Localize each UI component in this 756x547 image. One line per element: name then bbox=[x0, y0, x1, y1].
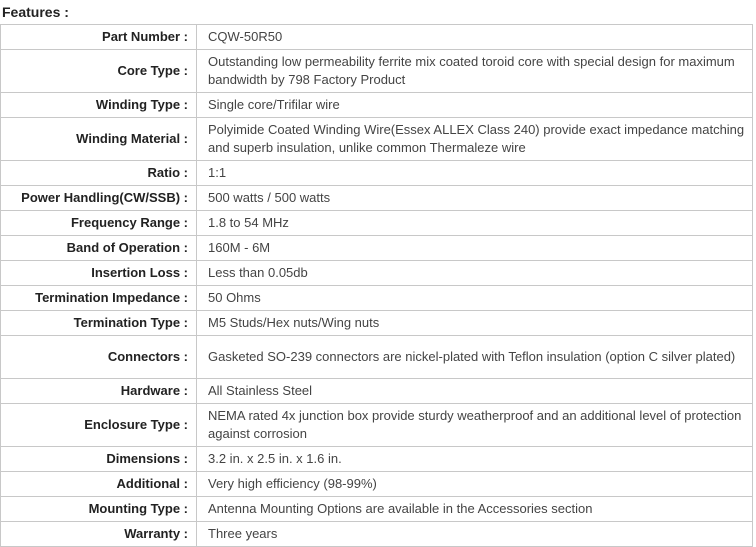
spec-row bbox=[1, 286, 753, 311]
spec-row bbox=[1, 404, 753, 447]
spec-value: Very high efficiency (98-99%) bbox=[197, 472, 753, 497]
spec-label: Winding Material : bbox=[1, 118, 197, 161]
features-table-body bbox=[1, 25, 753, 547]
spec-row bbox=[1, 497, 753, 522]
features-table bbox=[0, 24, 753, 547]
spec-value: Less than 0.05db bbox=[197, 261, 753, 286]
spec-row bbox=[1, 25, 753, 50]
spec-label: Termination Type : bbox=[1, 311, 197, 336]
spec-row bbox=[1, 186, 753, 211]
spec-row bbox=[1, 379, 753, 404]
spec-label: Band of Operation : bbox=[1, 236, 197, 261]
spec-value: Three years bbox=[197, 522, 753, 547]
spec-row bbox=[1, 236, 753, 261]
spec-label: Connectors : bbox=[1, 336, 197, 379]
spec-row bbox=[1, 93, 753, 118]
spec-value: Outstanding low permeability ferrite mix coated toroid core with special design for maximum bandwidth by 798 Factory Product bbox=[197, 50, 753, 93]
spec-label: Frequency Range : bbox=[1, 211, 197, 236]
spec-row bbox=[1, 161, 753, 186]
spec-label: Part Number : bbox=[1, 25, 197, 50]
spec-value: 1.8 to 54 MHz bbox=[197, 211, 753, 236]
spec-label: Core Type : bbox=[1, 50, 197, 93]
spec-row bbox=[1, 522, 753, 547]
spec-label: Mounting Type : bbox=[1, 497, 197, 522]
spec-value: All Stainless Steel bbox=[197, 379, 753, 404]
spec-value: Polyimide Coated Winding Wire(Essex ALLEX Class 240) provide exact impedance matching and superb insulation, unlike common Thermaleze wire bbox=[197, 118, 753, 161]
spec-label: Winding Type : bbox=[1, 93, 197, 118]
features-heading: Features : bbox=[2, 4, 69, 20]
spec-value: Gasketed SO-239 connectors are nickel-plated with Teflon insulation (option C silver plated) bbox=[197, 336, 753, 379]
spec-row bbox=[1, 118, 753, 161]
spec-value: Antenna Mounting Options are available in the Accessories section bbox=[197, 497, 753, 522]
spec-label: Warranty : bbox=[1, 522, 197, 547]
spec-label: Termination Impedance : bbox=[1, 286, 197, 311]
spec-row bbox=[1, 211, 753, 236]
spec-value: NEMA rated 4x junction box provide sturdy weatherproof and an additional level of protection against corrosion bbox=[197, 404, 753, 447]
spec-value: M5 Studs/Hex nuts/Wing nuts bbox=[197, 311, 753, 336]
spec-label: Power Handling(CW/SSB) : bbox=[1, 186, 197, 211]
spec-value: 50 Ohms bbox=[197, 286, 753, 311]
spec-label: Additional : bbox=[1, 472, 197, 497]
spec-label: Dimensions : bbox=[1, 447, 197, 472]
spec-value: 160M - 6M bbox=[197, 236, 753, 261]
spec-label: Enclosure Type : bbox=[1, 404, 197, 447]
spec-value: Single core/Trifilar wire bbox=[197, 93, 753, 118]
spec-value: 1:1 bbox=[197, 161, 753, 186]
spec-label: Hardware : bbox=[1, 379, 197, 404]
spec-row bbox=[1, 261, 753, 286]
spec-row bbox=[1, 447, 753, 472]
spec-row bbox=[1, 311, 753, 336]
spec-value: CQW-50R50 bbox=[197, 25, 753, 50]
spec-value: 500 watts / 500 watts bbox=[197, 186, 753, 211]
spec-row bbox=[1, 336, 753, 379]
spec-label: Ratio : bbox=[1, 161, 197, 186]
spec-value: 3.2 in. x 2.5 in. x 1.6 in. bbox=[197, 447, 753, 472]
spec-row bbox=[1, 472, 753, 497]
spec-row bbox=[1, 50, 753, 93]
spec-label: Insertion Loss : bbox=[1, 261, 197, 286]
